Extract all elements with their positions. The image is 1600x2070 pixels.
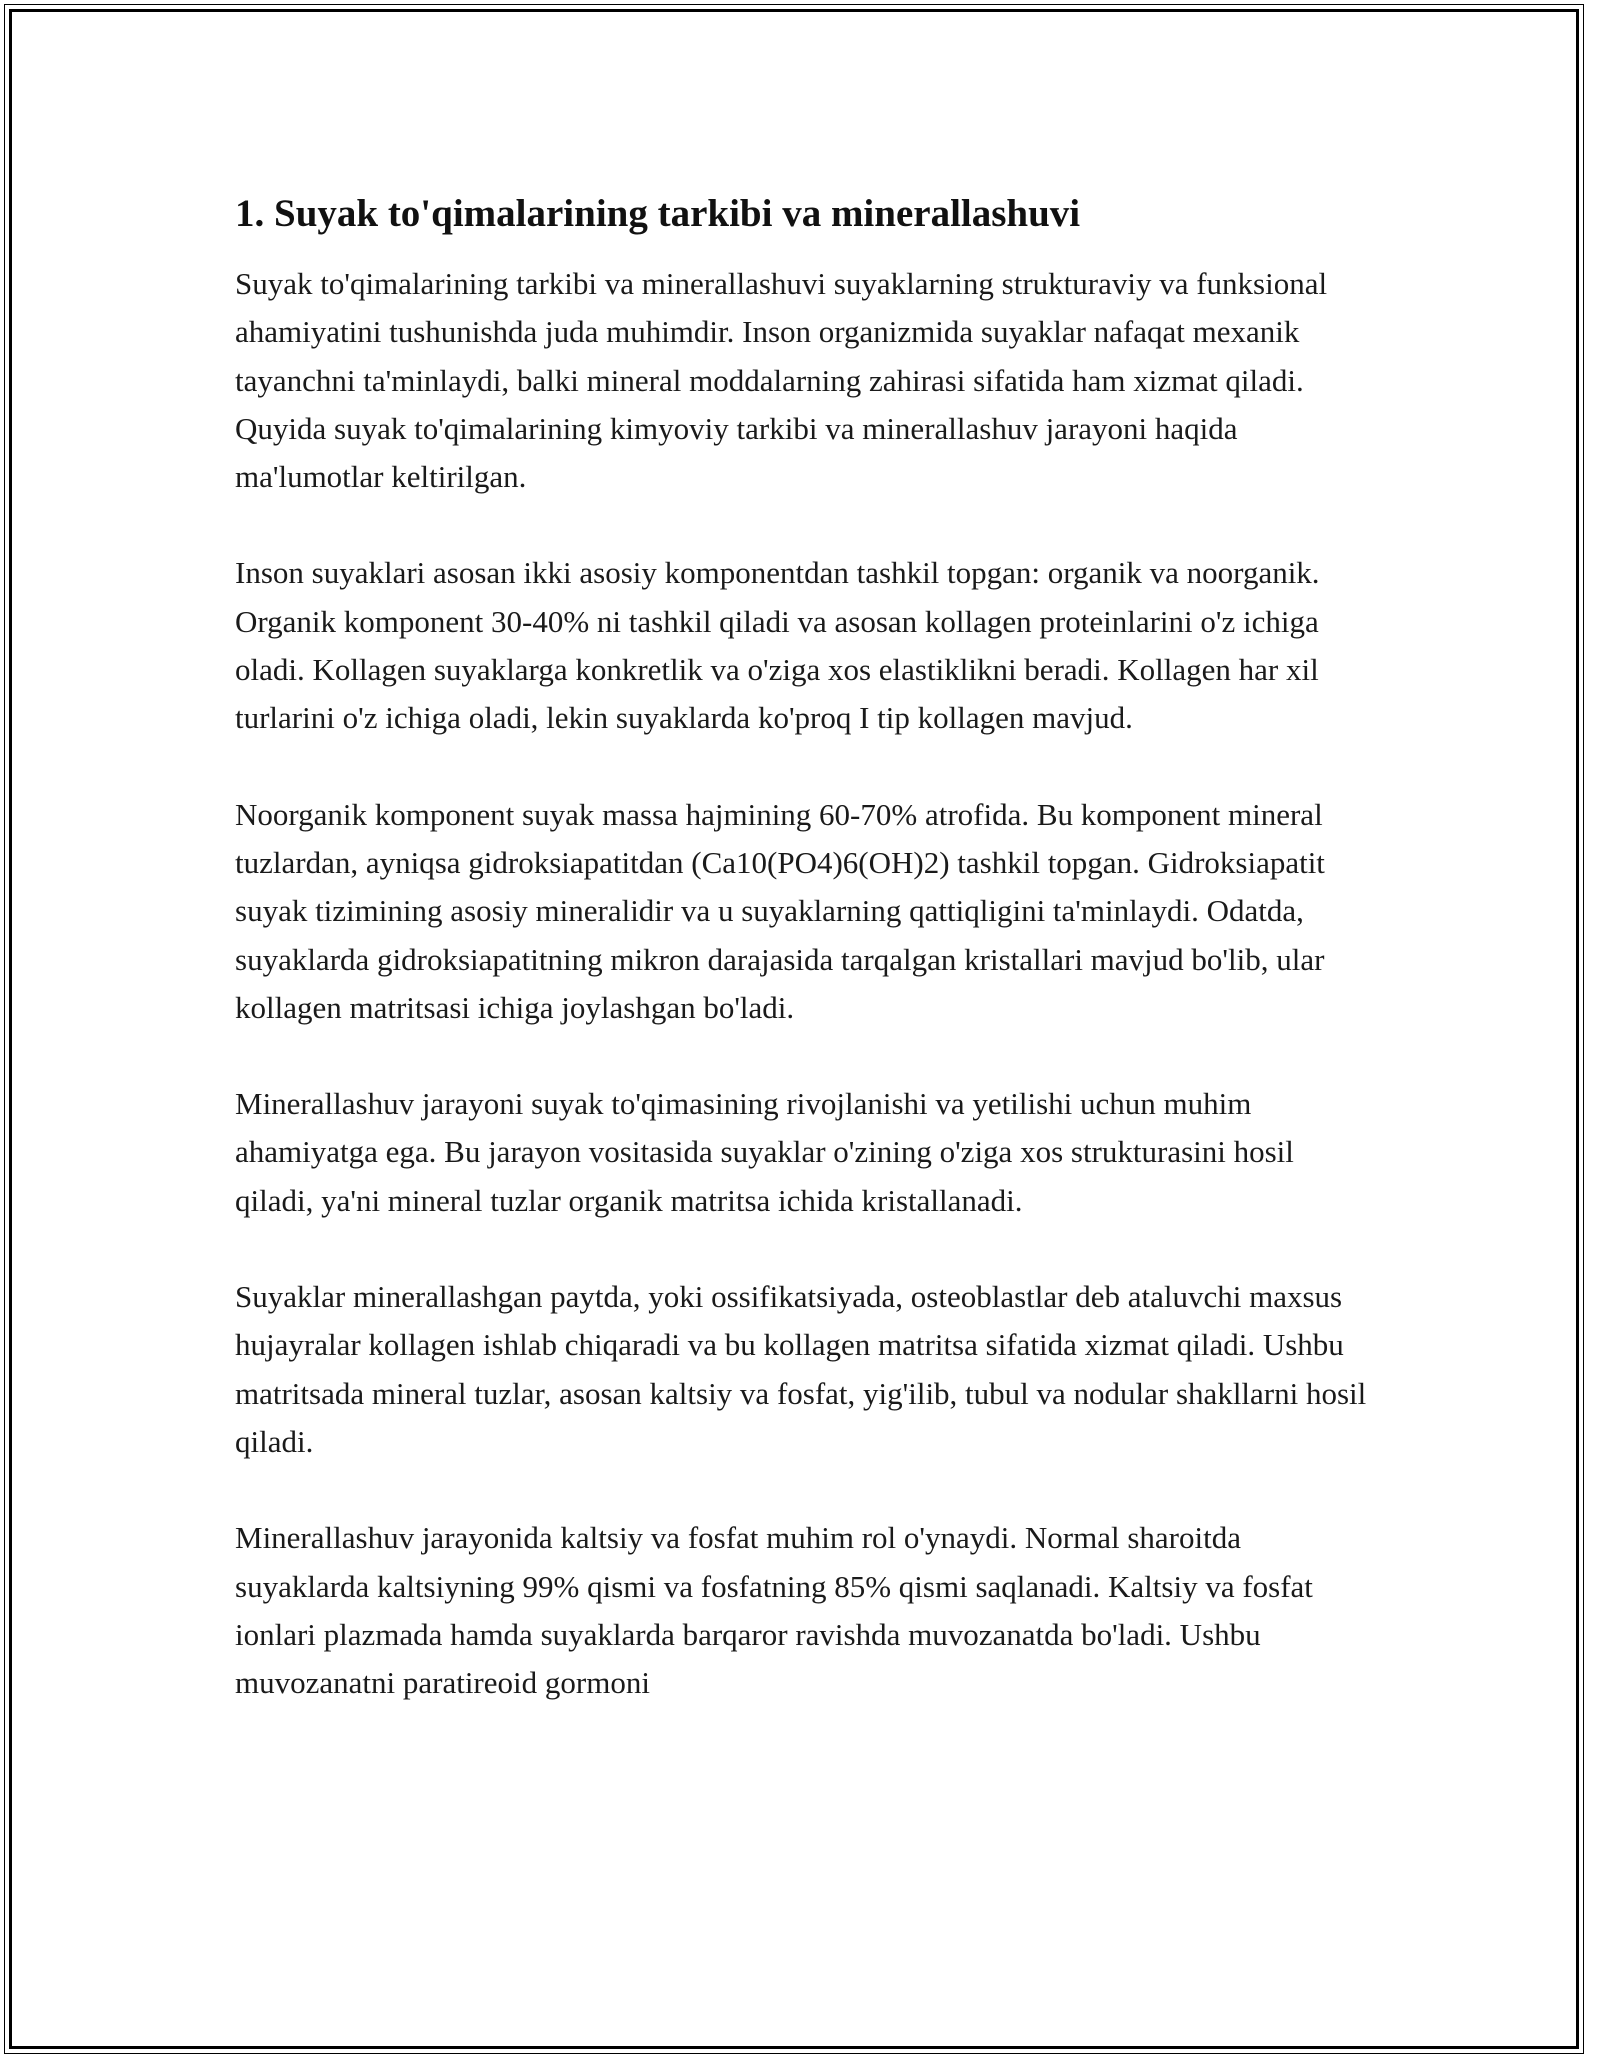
paragraph-2: Inson suyaklari asosan ikki asosiy komponentdan tashkil topgan: organik va noorganik. Organik komponent 30-40% ni tashkil qiladi va asosan kollagen proteinlarini o'z ichiga oladi. Kollagen suyaklarga konkretlik va o'ziga xos elastiklikni beradi. Kollagen har xil turlarini o'z ichiga oladi, lekin suyaklarda ko'proq I tip kollagen mavjud.	[235, 555, 1320, 736]
paragraph-6: Minerallashuv jarayonida kaltsiy va fosfat muhim rol o'ynaydi. Normal sharoitda suyaklarda kaltsiyning 99% qismi va fosfatning 85% qismi saqlanadi. Kaltsiy va fosfat ionlari plazmada hamda suyaklarda barqaror ravishda muvozanatda bo'ladi. Ushbu muvozanatni paratireoid gormoni	[235, 1520, 1313, 1701]
paragraph-3: Noorganik komponent suyak massa hajmining 60-70% atrofida. Bu komponent mineral tuzlardan, ayniqsa gidroksiapatitdan (Ca10(PO4)6(OH)2) tashkil topgan. Gidroksiapatit suyak tizimining asosiy mineralidir va u suyaklarning qattiqligini ta'minlaydi. Odatda, suyaklarda gidroksiapatitning mikron darajasida tarqalgan kristallari mavjud bo'lib, ular kollagen matritsasi ichiga joylashgan bo'ladi.	[235, 796, 1325, 1025]
document-body	[235, 188, 1375, 1755]
paragraph-5: Suyaklar minerallashgan paytda, yoki ossifikatsiyada, osteoblastlar deb ataluvchi maxsus hujayralar kollagen ishlab chiqaradi va bu kollagen matritsa sifatida xizmat qiladi. Ushbu matritsada mineral tuzlar, asosan kaltsiy va fosfat, yig'ilib, tubul va nodular shakllarni hosil qiladi.	[235, 1279, 1367, 1459]
section-heading: 1. Suyak to'qimalarining tarkibi va minerallashuvi	[235, 192, 1081, 235]
paragraph-4: Minerallashuv jarayoni suyak to'qimasining rivojlanishi va yetilishi uchun muhim ahamiyatga ega. Bu jarayon vositasida suyaklar o'zining o'ziga xos strukturasini hosil qiladi, ya'ni mineral tuzlar organik matritsa ichida kristallanadi.	[235, 1086, 1294, 1218]
paragraph-1: Suyak to'qimalarining tarkibi va minerallashuvi suyaklarning strukturaviy va funksional ahamiyatini tushunishda juda muhimdir. Inson organizmida suyaklar nafaqat mexanik tayanchni ta'minlaydi, balki mineral moddalarning zahirasi sifatida ham xizmat qiladi. Quyida suyak to'qimalarining kimyoviy tarkibi va minerallashuv jarayoni haqida ma'lumotlar keltirilgan.	[235, 266, 1328, 495]
